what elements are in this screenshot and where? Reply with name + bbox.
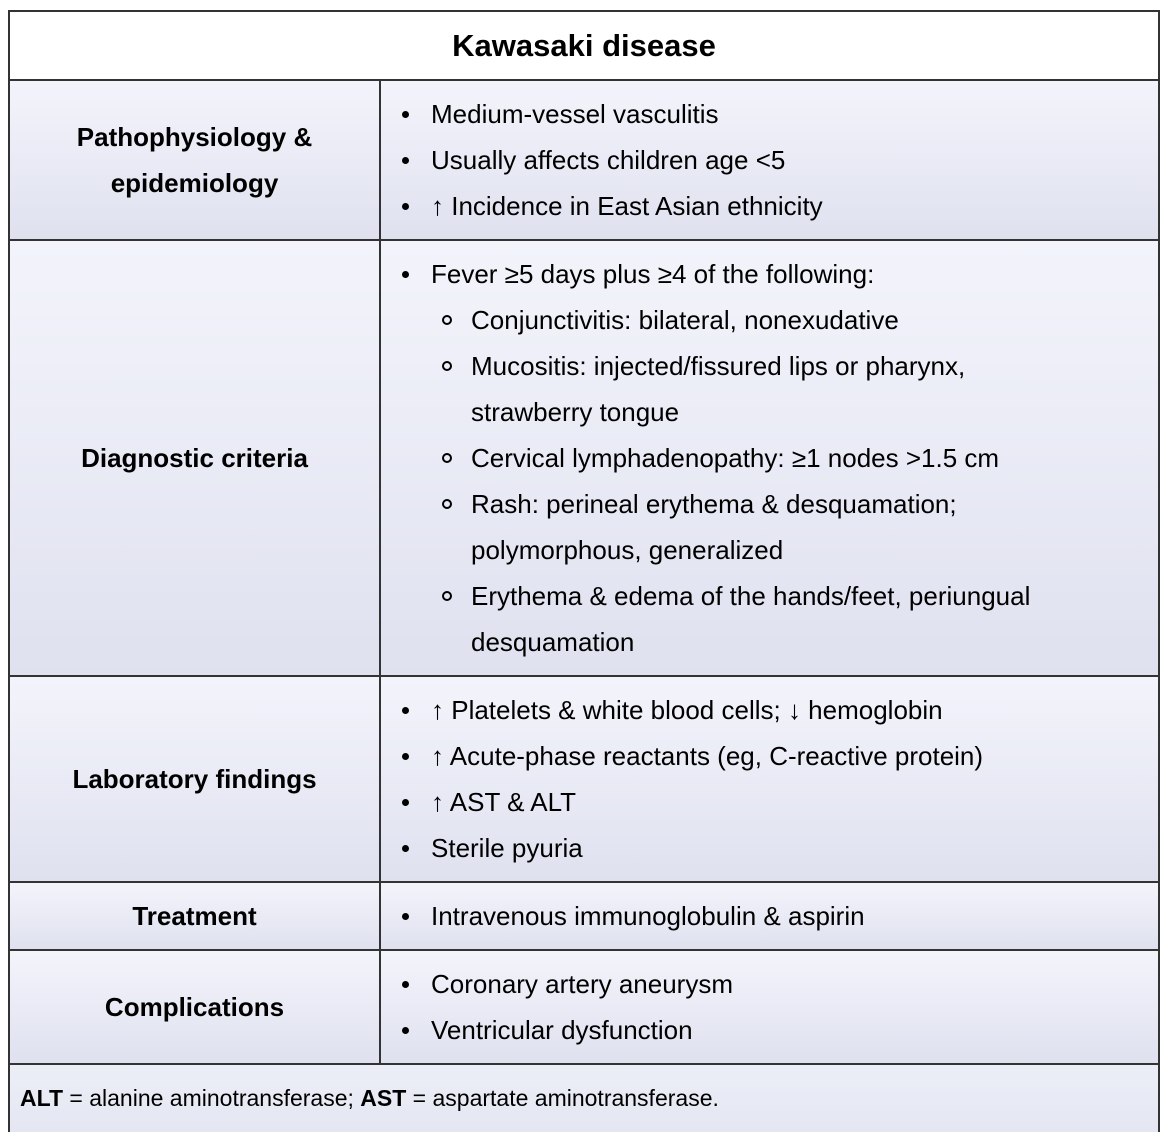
- abbreviation-definition: = alanine aminotransferase;: [63, 1085, 361, 1111]
- list-item: Ventricular dysfunction: [381, 1007, 733, 1053]
- sub-list: [431, 297, 1121, 665]
- row-content: [381, 241, 1158, 675]
- sub-list-item: Rash: perineal erythema & desquamation; polymorphous, generalized: [431, 481, 1031, 573]
- row-content: [381, 81, 1158, 239]
- list-item: ↑ Acute-phase reactants (eg, C-reactive protein): [381, 733, 983, 779]
- row-diagnostic-criteria: [10, 241, 1158, 677]
- row-complications: [10, 951, 1158, 1065]
- abbreviation: ALT: [20, 1085, 64, 1111]
- row-content: [381, 677, 1158, 881]
- sub-list-item: Conjunctivitis: bilateral, nonexudative: [431, 297, 1121, 343]
- sub-list-item: Cervical lymphadenopathy: ≥1 nodes >1.5 cm: [431, 435, 1121, 481]
- table-title: Kawasaki disease: [10, 12, 1158, 81]
- list-item-text: Fever ≥5 days plus ≥4 of the following:: [431, 259, 875, 289]
- list-item: Coronary artery aneurysm: [381, 961, 733, 1007]
- list-item: Intravenous immunoglobulin & aspirin: [381, 893, 865, 939]
- row-treatment: [10, 883, 1158, 951]
- list-item: ↑ Platelets & white blood cells; ↓ hemoglobin: [381, 687, 983, 733]
- row-label: Pathophysiology & epidemiology: [10, 81, 381, 239]
- row-pathophysiology: [10, 81, 1158, 241]
- row-content: [381, 883, 1158, 949]
- row-label: Complications: [10, 951, 381, 1063]
- sub-list-item: Mucositis: injected/fissured lips or pharynx, strawberry tongue: [431, 343, 1031, 435]
- list-item: Sterile pyuria: [381, 825, 983, 871]
- list-item: ↑ Incidence in East Asian ethnicity: [381, 183, 823, 229]
- row-label: Treatment: [10, 883, 381, 949]
- abbreviation-definition: = aspartate aminotransferase.: [406, 1085, 719, 1111]
- row-label: Diagnostic criteria: [10, 241, 381, 675]
- sub-list-item: Erythema & edema of the hands/feet, periungual desquamation: [431, 573, 1121, 665]
- kawasaki-table: [8, 10, 1160, 1132]
- abbreviation: AST: [360, 1085, 407, 1111]
- list-item: ↑ AST & ALT: [381, 779, 983, 825]
- abbreviations-footnote: [10, 1065, 1158, 1132]
- list-item: Medium-vessel vasculitis: [381, 91, 823, 137]
- row-laboratory-findings: [10, 677, 1158, 883]
- list-item: Usually affects children age <5: [381, 137, 823, 183]
- row-content: [381, 951, 1158, 1063]
- row-label: Laboratory findings: [10, 677, 381, 881]
- list-item: [381, 251, 1121, 665]
